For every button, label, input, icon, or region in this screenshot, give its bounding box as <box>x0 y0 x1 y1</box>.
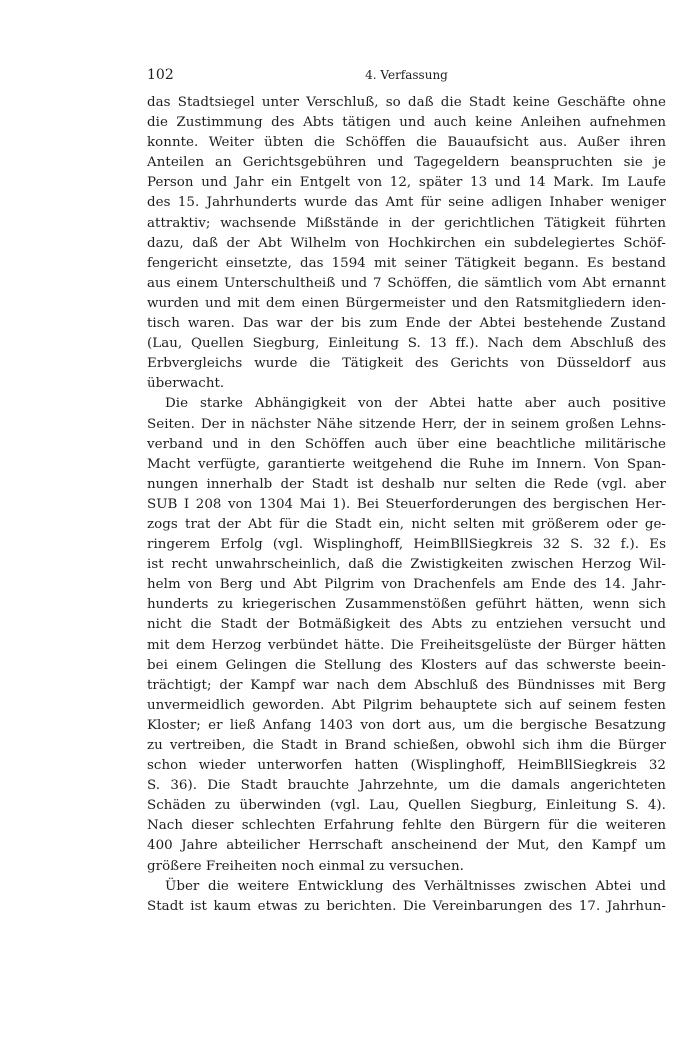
text-line: dazu, daß der Abt Wilhelm von Hochkirchen ein subdelegiertes Schöf- <box>147 235 666 251</box>
page-number: 102 <box>147 67 174 83</box>
text-line: schon wieder unterworfen hatten (Wisplinghoff, HeimBllSiegkreis 32 <box>147 758 666 774</box>
text-line: die Zustimmung des Abts tätigen und auch keine Anleihen aufnehmen <box>147 115 666 131</box>
text-line: verband und in den Schöffen auch über eine beachtliche militärische <box>147 436 666 452</box>
book-page <box>147 64 666 917</box>
text-line: Schäden zu überwinden (vgl. Lau, Quellen Siegburg, Einleitung S. 4). <box>147 798 666 814</box>
text-line: wurden und mit dem einen Bürgermeister und den Ratsmitgliedern iden- <box>147 295 666 311</box>
text-line: helm von Berg und Abt Pilgrim von Drachenfels am Ende des 14. Jahr- <box>147 577 666 593</box>
text-line: ist recht unwahrscheinlich, daß die Zwistigkeiten zwischen Herzog Wil- <box>147 557 666 573</box>
text-line: Über die weitere Entwicklung des Verhältnisses zwischen Abtei und <box>165 878 666 894</box>
text-line: zogs trat der Abt für die Stadt ein, nicht selten mit größerem oder ge- <box>147 516 666 532</box>
text-line: größere Freiheiten noch einmal zu versuchen. <box>147 858 464 874</box>
text-line: Stadt ist kaum etwas zu berichten. Die Vereinbarungen des 17. Jahrhun- <box>147 898 666 914</box>
text-line: fengericht einsetzte, das 1594 mit seiner Tätigkeit begann. Es bestand <box>147 255 666 271</box>
text-line: zu vertreiben, die Stadt in Brand schießen, obwohl sich ihm die Bürger <box>147 738 666 753</box>
text-line: trächtigt; der Kampf war nach dem Abschluß des Bündnisses mit Berg <box>147 677 666 693</box>
text-line: unvermeidlich geworden. Abt Pilgrim behauptete sich auf seinem festen <box>147 697 666 713</box>
text-line: aus einem Unterschultheiß und 7 Schöffen, die sämtlich vom Abt ernannt <box>147 275 666 291</box>
chapter-title: 4. Verfassung <box>365 68 448 82</box>
text-line: Die starke Abhängigkeit von der Abtei hatte aber auch positive <box>165 396 666 412</box>
text-line: attraktiv; wachsende Mißstände in der gerichtlichen Tätigkeit führten <box>147 215 666 231</box>
text-line: bei einem Gelingen die Stellung des Klosters auf das schwerste beein- <box>147 657 666 673</box>
paragraph-1 <box>147 93 666 394</box>
text-line: (Lau, Quellen Siegburg, Einleitung S. 13 ff.). Nach dem Abschluß des <box>147 336 666 352</box>
text-line: SUB I 208 von 1304 Mai 1). Bei Steuerforderungen des bergischen Her- <box>147 496 666 512</box>
text-line: Erbvergleichs wurde die Tätigkeit des Gerichts von Düsseldorf aus <box>147 356 666 372</box>
text-line: überwacht. <box>147 376 225 392</box>
text-line: Nach dieser schlechten Erfahrung fehlte den Bürgern für die weiteren <box>147 818 666 834</box>
body-text <box>147 93 666 917</box>
text-line: des 15. Jahrhunderts wurde das Amt für seine adligen Inhaber weniger <box>147 195 666 211</box>
text-line: S. 36). Die Stadt brauchte Jahrzehnte, um die damals angerichteten <box>147 778 666 794</box>
text-line: Seiten. Der in nächster Nähe sitzende Herr, der in seinem großen Lehns- <box>147 416 666 432</box>
text-line: mit dem Herzog verbündet hätte. Die Freiheitsgelüste der Bürger hätten <box>147 637 666 653</box>
text-line: tisch waren. Das war der bis zum Ende der Abtei bestehende Zustand <box>147 316 666 332</box>
text-line: das Stadtsiegel unter Verschluß, so daß die Stadt keine Geschäfte ohne <box>147 95 666 110</box>
text-line: Anteilen an Gerichtsgebühren und Tagegeldern beanspruchten sie je <box>147 155 666 171</box>
text-line: nungen innerhalb der Stadt ist deshalb nur selten die Rede (vgl. aber <box>147 476 666 492</box>
running-header <box>147 64 666 86</box>
text-line: Macht verfügte, garantierte weitgehend die Ruhe im Innern. Von Span- <box>147 456 666 472</box>
text-line: Kloster; er ließ Anfang 1403 von dort aus, um die bergische Besatzung <box>147 717 666 733</box>
paragraph-3 <box>147 877 666 917</box>
text-line: Person und Jahr ein Entgelt von 12, später 13 und 14 Mark. Im Laufe <box>147 175 666 191</box>
text-line: 400 Jahre abteilicher Herrschaft anscheinend der Mut, den Kampf um <box>147 838 666 854</box>
paragraph-2 <box>147 394 666 876</box>
text-line: ringerem Erfolg (vgl. Wisplinghoff, HeimBllSiegkreis 32 S. 32 f.). Es <box>147 537 666 553</box>
text-line: nicht die Stadt der Botmäßigkeit des Abts zu entziehen versucht und <box>147 617 666 633</box>
text-line: konnte. Weiter übten die Schöffen die Bauaufsicht aus. Außer ihren <box>147 135 666 151</box>
text-line: hunderts zu kriegerischen Zusammenstößen geführt hätten, wenn sich <box>147 597 666 613</box>
